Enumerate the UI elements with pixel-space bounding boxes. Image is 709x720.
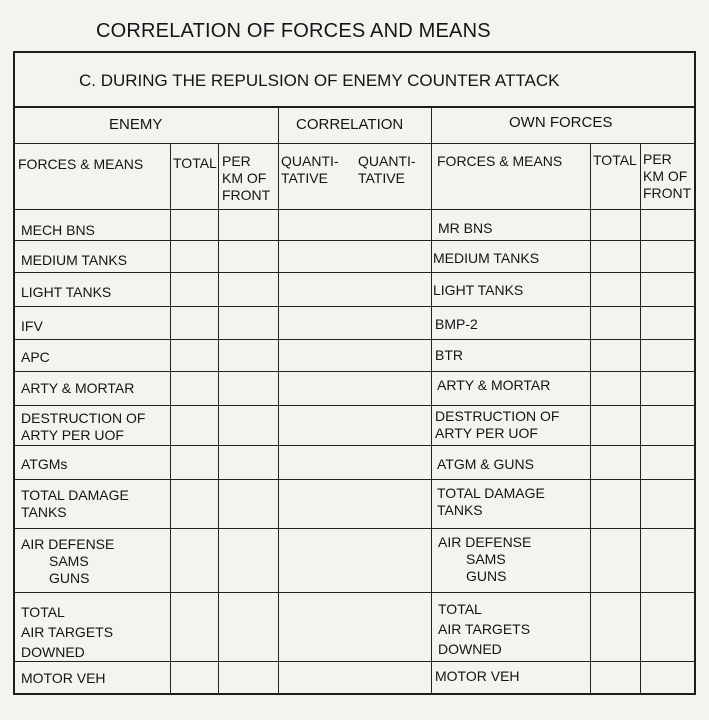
col-enemy-per-km: PER KM OF FRONT (222, 153, 271, 203)
enemy-row-label: LIGHT TANKS (21, 284, 112, 300)
col-own-forces-means: FORCES & MEANS (437, 153, 563, 169)
row-divider (15, 479, 694, 480)
row-divider (15, 306, 694, 307)
enemy-row-label: IFV (21, 318, 43, 334)
col-own-per-km: PER KM OF FRONT (643, 151, 692, 201)
enemy-air-defense-sams: SAMS (49, 553, 89, 569)
col-own-total: TOTAL (593, 152, 637, 168)
row-divider (15, 339, 694, 340)
rule-group-header (15, 143, 694, 144)
own-row-label: MR BNS (438, 220, 493, 236)
col-divider-group (431, 108, 432, 695)
col-divider (170, 143, 171, 695)
table-subtitle: C. DURING THE REPULSION OF ENEMY COUNTER ATTACK (15, 53, 694, 108)
enemy-row-label: TOTAL DAMAGE TANKS (21, 487, 129, 520)
row-divider (15, 272, 694, 273)
enemy-row-label: TOTAL AIR TARGETS DOWNED (21, 604, 114, 660)
correlation-table (13, 51, 696, 695)
col-enemy-total: TOTAL (173, 155, 217, 171)
enemy-row-label: AIR DEFENSE (21, 536, 115, 552)
own-row-label: TOTAL AIR TARGETS DOWNED (438, 601, 531, 657)
row-divider (15, 592, 694, 593)
group-own-forces: OWN FORCES (509, 114, 613, 131)
own-row-label: BTR (435, 347, 463, 363)
own-row-label: ARTY & MORTAR (437, 377, 551, 393)
row-divider (15, 445, 694, 446)
enemy-row-label: MECH BNS (21, 222, 95, 238)
enemy-row-label: MEDIUM TANKS (21, 252, 128, 268)
own-row-label: MOTOR VEH (435, 668, 520, 684)
enemy-row-label: ATGMs (21, 456, 68, 472)
row-divider (15, 528, 694, 529)
row-divider (15, 405, 694, 406)
own-row-label: DESTRUCTION OF ARTY PER UOF (435, 408, 560, 441)
col-divider (640, 143, 641, 695)
enemy-air-defense-guns: GUNS (49, 570, 90, 586)
col-quantitative-2: QUANTI- TATIVE (358, 153, 416, 186)
row-divider (15, 661, 694, 662)
enemy-row-label: ARTY & MORTAR (21, 380, 135, 396)
col-quantitative-1: QUANTI- TATIVE (281, 153, 339, 186)
group-enemy: ENEMY (109, 116, 163, 133)
own-row-label: AIR DEFENSE (438, 534, 532, 550)
own-row-label: MEDIUM TANKS (433, 250, 540, 266)
enemy-row-label: APC (21, 349, 50, 365)
col-divider (218, 143, 219, 695)
own-row-label: ATGM & GUNS (437, 456, 534, 472)
row-divider (15, 240, 694, 241)
own-air-defense-guns: GUNS (466, 568, 507, 584)
col-enemy-forces-means: FORCES & MEANS (18, 156, 144, 172)
page-title: CORRELATION OF FORCES AND MEANS (96, 20, 491, 42)
enemy-row-label: DESTRUCTION OF ARTY PER UOF (21, 410, 146, 443)
own-row-label: TOTAL DAMAGE TANKS (437, 485, 545, 518)
group-correlation: CORRELATION (296, 116, 404, 133)
own-row-label: BMP-2 (435, 316, 478, 332)
row-divider (15, 371, 694, 372)
own-air-defense-sams: SAMS (466, 551, 506, 567)
rule-column-header (15, 209, 694, 210)
col-divider (590, 143, 591, 695)
col-divider-group (278, 108, 279, 695)
own-row-label: LIGHT TANKS (433, 282, 524, 298)
enemy-row-label: MOTOR VEH (21, 670, 106, 686)
